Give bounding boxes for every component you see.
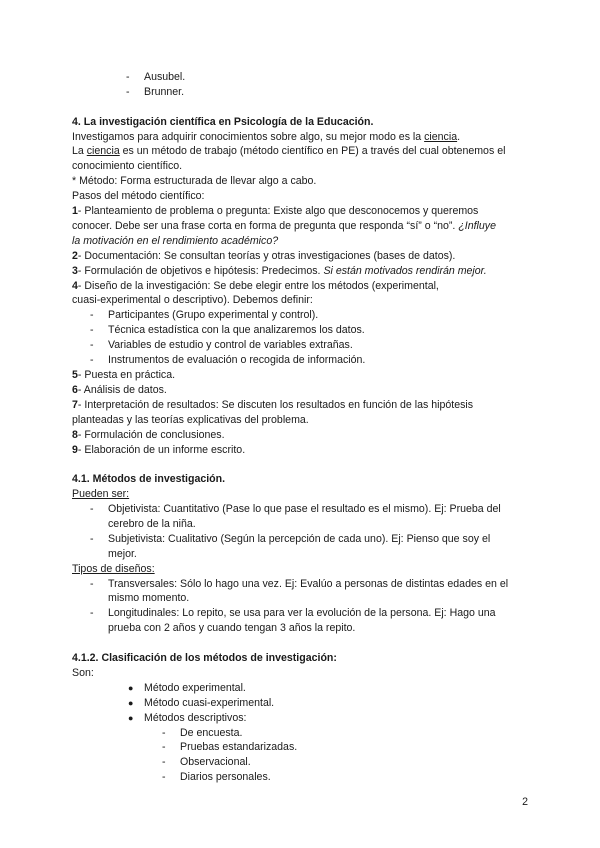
- step-1-example: la motivación en el rendimiento académico?: [72, 234, 279, 247]
- bullet-icon: ●: [128, 682, 134, 693]
- step-4: 4- Diseño de la investigación: Se debe elegir entre los métodos (experimental,: [72, 279, 439, 292]
- bullet-icon: ●: [128, 712, 134, 723]
- list-item-cont: mejor.: [108, 547, 137, 560]
- step-7: 7- Interpretación de resultados: Se discuten los resultados en función de las hipótesis: [72, 398, 474, 411]
- section-4-title: 4. La investigación científica en Psicología de la Educación.: [72, 115, 374, 128]
- step-1-cont: conocer. Debe ser una frase corta en forma de pregunta que responda “sí” o “no”. ¿Influye: [72, 219, 496, 232]
- sub-list-item: - Pruebas estandarizadas.: [162, 741, 298, 754]
- list-item: ● Métodos descriptivos:: [128, 711, 247, 724]
- method-definition: * Método: Forma estructurada de llevar algo a cabo.: [72, 175, 317, 188]
- list-item: - Variables de estudio y control de variables extrañas.: [90, 339, 353, 352]
- section-4-1-2-title: 4.1.2. Clasificación de los métodos de investigación:: [72, 651, 337, 664]
- step-2: 2- Documentación: Se consultan teorías y otras investigaciones (bases de datos).: [72, 249, 456, 262]
- step-4-cont: cuasi-experimental o descriptivo). Debemos definir:: [72, 294, 313, 307]
- list-item: - Brunner.: [126, 85, 185, 98]
- step-6: 6- Análisis de datos.: [72, 383, 167, 396]
- step-8: 8- Formulación de conclusiones.: [72, 428, 225, 441]
- list-item-cont: cerebro de la niña.: [108, 517, 196, 530]
- list-item: - Transversales: Sólo lo hago una vez. Ej: Evalúo a personas de distintas edades en el: [90, 577, 509, 590]
- page-number: 2: [522, 796, 528, 808]
- step-7-cont: planteadas y las teorías explicativas del problema.: [72, 413, 309, 426]
- son-label: Son:: [72, 666, 94, 679]
- paragraph: La ciencia es un método de trabajo (método científico en PE) a través del cual obtenemos el: [72, 145, 506, 158]
- document-page: [72, 70, 540, 785]
- list-item-cont: prueba con 2 años y cuando tengan 3 años la repito.: [108, 622, 356, 635]
- step-5: 5- Puesta en práctica.: [72, 369, 176, 381]
- tipos-label: Tipos de diseños:: [72, 562, 155, 575]
- pueden-ser-label: Pueden ser:: [72, 488, 130, 501]
- list-item-cont: mismo momento.: [108, 592, 190, 605]
- paragraph: Investigamos para adquirir conocimientos sobre algo, su mejor modo es la ciencia.: [72, 130, 461, 143]
- step-1: 1- Planteamiento de problema o pregunta: Existe algo que desconocemos y queremos: [72, 205, 479, 218]
- ciencia-link[interactable]: ciencia: [424, 130, 458, 143]
- list-item: - Técnica estadística con la que analizaremos los datos.: [90, 324, 365, 337]
- sub-list-item: - Diarios personales.: [162, 771, 271, 784]
- list-item: ● Método cuasi-experimental.: [128, 696, 275, 709]
- list-item: - Participantes (Grupo experimental y control).: [90, 309, 319, 322]
- section-4-1-title: 4.1. Métodos de investigación.: [72, 473, 226, 486]
- list-item: - Objetivista: Cuantitativo (Pase lo que pase el resultado es el mismo). Ej: Prueba del: [90, 503, 501, 516]
- ciencia-link[interactable]: ciencia: [86, 145, 120, 158]
- list-item: - Subjetivista: Cualitativo (Según la percepción de cada uno). Ej: Pienso que soy el: [90, 532, 491, 545]
- sub-list-item: - Observacional.: [162, 756, 251, 769]
- step-9: 9- Elaboración de un informe escrito.: [72, 443, 246, 456]
- sub-list-item: - De encuesta.: [162, 726, 243, 739]
- list-item: - Instrumentos de evaluación o recogida de información.: [90, 354, 366, 367]
- step-3: 3- Formulación de objetivos e hipótesis: Predecimos. Si están motivados rendirán mejor.: [72, 264, 487, 277]
- steps-intro: Pasos del método científico:: [72, 190, 205, 203]
- list-item: - Ausubel.: [126, 71, 186, 83]
- list-item: ● Método experimental.: [128, 681, 246, 694]
- bullet-icon: ●: [128, 697, 134, 708]
- paragraph-cont: conocimiento científico.: [72, 160, 183, 173]
- list-item: - Longitudinales: Lo repito, se usa para ver la evolución de la persona. Ej: Hago una: [90, 607, 496, 620]
